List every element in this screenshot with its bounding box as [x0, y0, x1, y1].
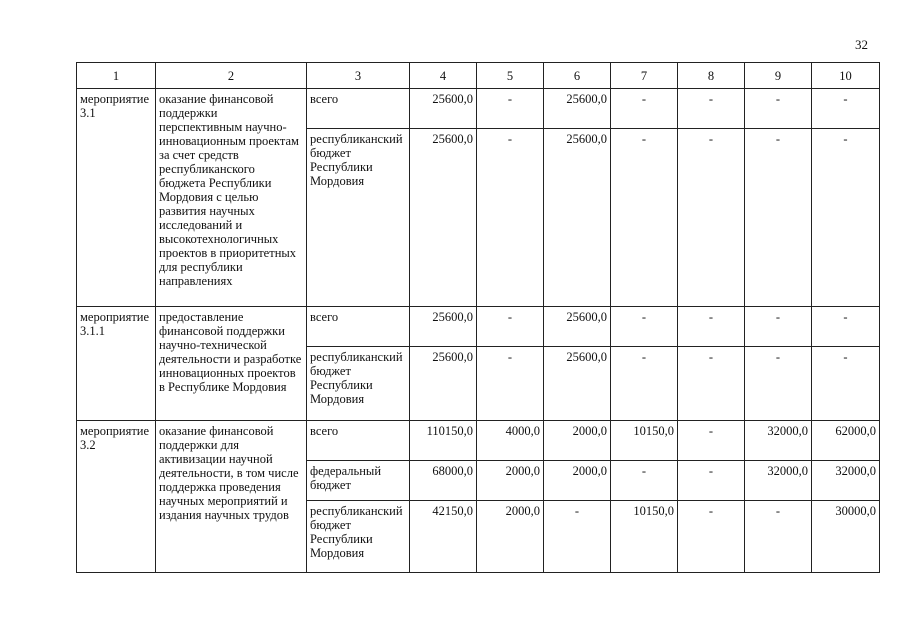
header-row: [77, 63, 880, 89]
header-cell: 3: [307, 63, 410, 89]
header-cell: 6: [544, 63, 611, 89]
value-cell: 25600,0: [410, 129, 477, 307]
header-cell: 9: [745, 63, 812, 89]
value-cell: -: [678, 89, 745, 129]
header-cell: 10: [812, 63, 880, 89]
value-cell: 2000,0: [544, 461, 611, 501]
value-cell: 25600,0: [544, 307, 611, 347]
source-cell: всего: [307, 89, 410, 129]
value-cell: 25600,0: [544, 89, 611, 129]
description-cell: оказание финансовой поддержки перспективным научно-инновационным проектам за счет средств республиканского бюджета Республики Мордовия с целью развития научных исследований и высокотехнологичных проектов в приоритетных для республики направлениях: [156, 89, 307, 307]
value-cell: -: [477, 307, 544, 347]
value-cell: 32000,0: [812, 461, 880, 501]
value-cell: 32000,0: [745, 461, 812, 501]
description-cell: предоставление финансовой поддержки научно-технической деятельности и разработке инновационных проектов в Республике Мордовия: [156, 307, 307, 421]
value-cell: -: [745, 307, 812, 347]
value-cell: -: [745, 89, 812, 129]
activity-cell: мероприятие 3.2: [77, 421, 156, 573]
table-row: [77, 307, 880, 347]
value-cell: -: [745, 501, 812, 573]
value-cell: 4000,0: [477, 421, 544, 461]
description-cell: оказание финансовой поддержки для активизации научной деятельности, в том числе поддержка проведения научных мероприятий и издания научных трудов: [156, 421, 307, 573]
source-cell: республиканский бюджет Республики Мордовия: [307, 501, 410, 573]
value-cell: 10150,0: [611, 421, 678, 461]
source-cell: всего: [307, 307, 410, 347]
header-cell: 2: [156, 63, 307, 89]
value-cell: -: [611, 347, 678, 421]
value-cell: 68000,0: [410, 461, 477, 501]
value-cell: -: [678, 347, 745, 421]
value-cell: 30000,0: [812, 501, 880, 573]
table-row: [77, 421, 880, 461]
source-cell: республиканский бюджет Республики Мордовия: [307, 347, 410, 421]
value-cell: 2000,0: [544, 421, 611, 461]
value-cell: 10150,0: [611, 501, 678, 573]
header-cell: 4: [410, 63, 477, 89]
activity-cell: мероприятие 3.1.1: [77, 307, 156, 421]
value-cell: -: [611, 307, 678, 347]
value-cell: -: [812, 129, 880, 307]
value-cell: 42150,0: [410, 501, 477, 573]
value-cell: 110150,0: [410, 421, 477, 461]
value-cell: 2000,0: [477, 501, 544, 573]
value-cell: -: [611, 89, 678, 129]
value-cell: -: [812, 89, 880, 129]
header-cell: 8: [678, 63, 745, 89]
value-cell: -: [544, 501, 611, 573]
header-cell: 1: [77, 63, 156, 89]
value-cell: -: [812, 347, 880, 421]
value-cell: 25600,0: [544, 129, 611, 307]
header-cell: 7: [611, 63, 678, 89]
value-cell: -: [678, 461, 745, 501]
value-cell: -: [745, 129, 812, 307]
source-cell: федеральный бюджет: [307, 461, 410, 501]
value-cell: 25600,0: [410, 89, 477, 129]
value-cell: 2000,0: [477, 461, 544, 501]
value-cell: -: [611, 461, 678, 501]
value-cell: -: [678, 421, 745, 461]
value-cell: -: [678, 129, 745, 307]
budget-table: [76, 62, 880, 573]
value-cell: 25600,0: [410, 347, 477, 421]
value-cell: 32000,0: [745, 421, 812, 461]
value-cell: -: [477, 89, 544, 129]
value-cell: -: [678, 307, 745, 347]
value-cell: -: [477, 129, 544, 307]
activity-cell: мероприятие 3.1: [77, 89, 156, 307]
value-cell: -: [477, 347, 544, 421]
table-row: [77, 89, 880, 129]
value-cell: -: [745, 347, 812, 421]
value-cell: -: [812, 307, 880, 347]
value-cell: 25600,0: [410, 307, 477, 347]
header-cell: 5: [477, 63, 544, 89]
page-number: 32: [855, 37, 868, 52]
source-cell: всего: [307, 421, 410, 461]
source-cell: республиканский бюджет Республики Мордовия: [307, 129, 410, 307]
value-cell: 62000,0: [812, 421, 880, 461]
value-cell: -: [678, 501, 745, 573]
value-cell: -: [611, 129, 678, 307]
value-cell: 25600,0: [544, 347, 611, 421]
